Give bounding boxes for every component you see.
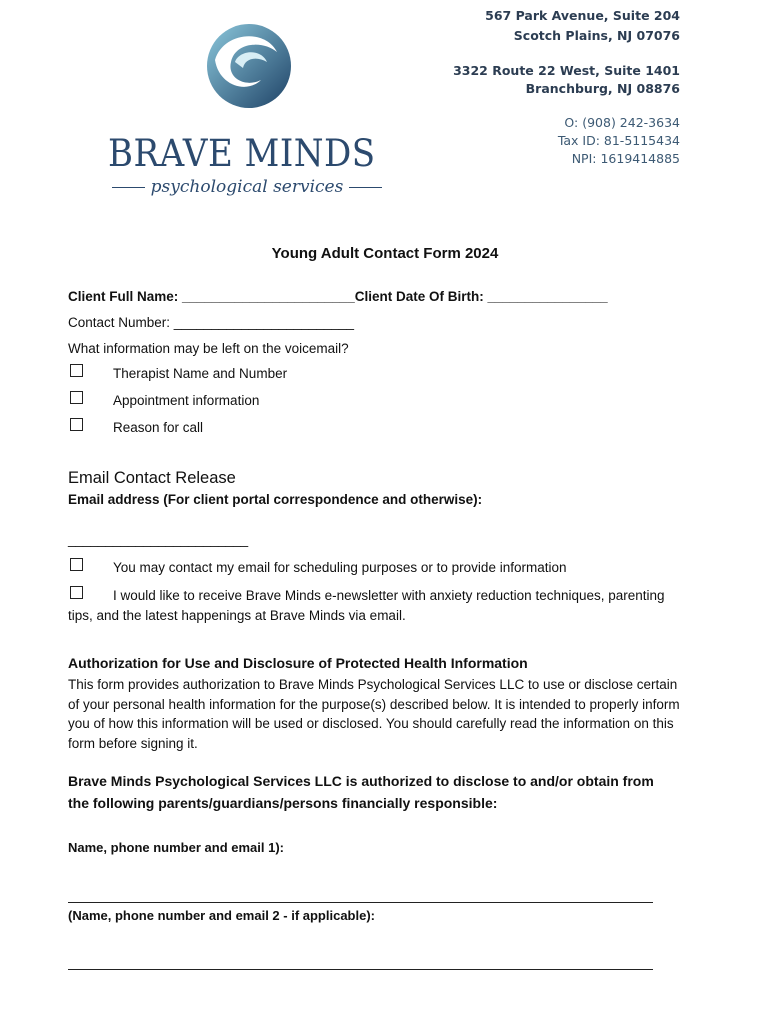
logo-subtitle-row [112, 174, 382, 200]
client-name-field[interactable]: _______________________ [182, 289, 355, 304]
contact2-field[interactable] [68, 969, 653, 970]
voicemail-question: What information may be left on the voicemail? [68, 341, 349, 356]
authorization-line-2: of your personal health information for the purpose(s) described below. It is intended to properly inform [68, 696, 680, 712]
contact1-field[interactable] [68, 902, 653, 903]
authorization-paragraph [68, 675, 708, 753]
checkbox-newsletter[interactable] [70, 586, 83, 599]
contact-number-row [68, 315, 354, 330]
option-appointment-info: Appointment information [113, 393, 260, 408]
checkbox-therapist-name[interactable] [70, 364, 83, 377]
logo-rule-left [112, 187, 145, 188]
authorization-line-4: form before signing it. [68, 735, 198, 751]
contact2-label: (Name, phone number and email 2 - if applicable): [68, 908, 375, 923]
npi: NPI: 1619414885 [571, 151, 680, 166]
address1-line1: 567 Park Avenue, Suite 204 [485, 8, 680, 23]
logo-wordmark: BRAVE MINDS [108, 132, 376, 175]
checkbox-reason-for-call[interactable] [70, 418, 83, 431]
email-section-subheading: Email address (For client portal correspondence and otherwise): [68, 492, 483, 507]
authorization-line-1: This form provides authorization to Brave Minds Psychological Services LLC to use or disclose certain [68, 677, 678, 692]
option-newsletter-line1: I would like to receive Brave Minds e-newsletter with anxiety reduction techniques, parenting [113, 588, 665, 603]
client-info-row [68, 289, 608, 304]
tax-id: Tax ID: 81-5115434 [557, 133, 680, 148]
authorization-heading: Authorization for Use and Disclosure of Protected Health Information [68, 655, 528, 671]
address1-line2: Scotch Plains, NJ 07076 [513, 28, 680, 43]
option-newsletter-line2: tips, and the latest happenings at Brave Minds via email. [68, 608, 406, 623]
address2-line2: Branchburg, NJ 08876 [525, 81, 680, 96]
contact-number-label: Contact Number: [68, 315, 174, 330]
option-therapist-name: Therapist Name and Number [113, 366, 288, 381]
form-title: Young Adult Contact Form 2024 [271, 245, 499, 262]
email-address-field[interactable]: ________________________ [68, 532, 249, 547]
option-email-scheduling: You may contact my email for scheduling purposes or to provide information [113, 560, 567, 575]
checkbox-email-scheduling[interactable] [70, 558, 83, 571]
logo-subtitle: psychological services [150, 177, 344, 197]
dob-label: Client Date Of Birth: [354, 289, 488, 304]
contact1-label: Name, phone number and email 1): [68, 840, 284, 855]
brave-minds-logo-mark [205, 22, 293, 110]
client-name-label: Client Full Name: [68, 289, 183, 304]
option-reason-for-call: Reason for call [113, 420, 204, 435]
disclose-line-2: the following parents/guardians/persons financially responsible: [68, 795, 498, 811]
contact-number-field[interactable]: ________________________ [173, 315, 354, 330]
dob-field[interactable]: ________________ [487, 289, 608, 304]
logo-rule-right [349, 187, 382, 188]
address2-line1: 3322 Route 22 West, Suite 1401 [453, 63, 680, 78]
checkbox-appointment-info[interactable] [70, 391, 83, 404]
authorization-line-3: you of how this information will be used or disclosed. You should carefully read the information on this [68, 716, 674, 731]
email-section-heading: Email Contact Release [68, 469, 236, 487]
phone: O: (908) 242-3634 [564, 115, 680, 130]
disclose-line-1: Brave Minds Psychological Services LLC is authorized to disclose to and/or obtain from [68, 773, 654, 789]
